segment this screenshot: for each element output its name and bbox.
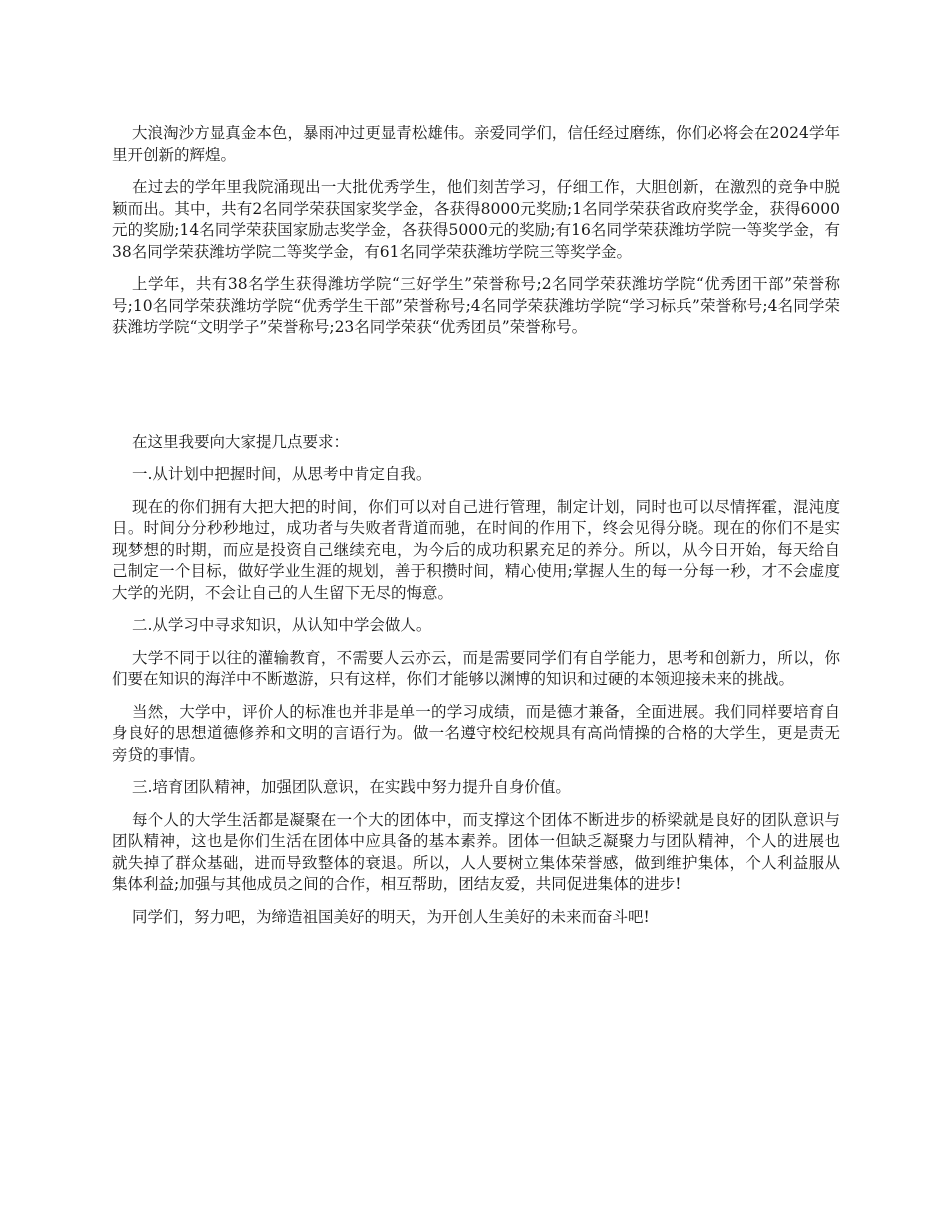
paragraph-self-study: 大学不同于以往的灌输教育，不需要人云亦云，而是需要同学们有自学能力，思考和创新力，所以，你们要在知识的海洋中不断遨游，只有这样，你们才能够以渊博的知识和过硬的本领迎接未来的挑战。 [112,648,840,688]
paragraph-honors: 上学年，共有38名学生获得潍坊学院“三好学生”荣誉称号;2名同学荣获潍坊学院“优秀团干部”荣誉称号;10名同学荣获潍坊学院“优秀学生干部”荣誉称号;4名同学荣获潍坊学院“学习标兵”荣誉称号;4名同学荣获潍坊学院“文明学子”荣誉称号;23名同学荣获“优秀团员”荣誉称号。 [112,275,840,336]
paragraph-closing: 同学们，努力吧，为缔造祖国美好的明天，为开创人生美好的未来而奋斗吧! [132,907,650,926]
heading-point-two: 二.从学习中寻求知识，从认知中学会做人。 [132,616,432,634]
paragraph-requirements-intro: 在这里我要向大家提几点要求： [132,432,350,451]
paragraph-time-management: 现在的你们拥有大把大把的时间，你们可以对自己进行管理，制定计划，同时也可以尽情挥霍，混沌度日。时间分分秒秒地过，成功者与失败者背道而驰，在时间的作用下，终会见得分晓。现在的你们不是实现梦想的时期，而应是投资自己继续充电，为今后的成功积累充足的养分。所以，从今日开始，每天给自己制定一个目标，做好学业生涯的规划，善于积攒时间，精心使用;掌握人生的每一分每一秒，才不会虚度大学的光阴，不会让自己的人生留下无尽的悔意。 [112,497,840,602]
heading-point-one: 一.从计划中把握时间，从思考中肯定自我。 [132,465,432,483]
paragraph-morality: 当然，大学中，评价人的标准也并非是单一的学习成绩，而是德才兼备，全面进展。我们同样要培育自身良好的思想道德修养和文明的言语行为。做一名遵守校纪校规具有高尚情操的合格的大学生，更是责无旁贷的事情。 [112,702,840,764]
section-gap [112,350,840,432]
paragraph-opening: 大浪淘沙方显真金本色，暴雨冲过更显青松雄伟。亲爱同学们，信任经过磨练，你们必将会在2024学年里开创新的辉煌。 [112,124,840,164]
document-page [112,123,840,939]
paragraph-teamwork: 每个人的大学生活都是凝聚在一个大的团体中，而支撑这个团体不断进步的桥梁就是良好的团队意识与团队精神，这也是你们生活在团体中应具备的基本素养。团体一但缺乏凝聚力与团队精神，个人的进展也就失掉了群众基础，进而导致整体的衰退。所以，人人要树立集体荣誉感，做到维护集体，个人利益服从集体利益;加强与其他成员之间的合作，相互帮助，团结友爱，共同促进集体的进步! [112,810,840,893]
paragraph-scholarships: 在过去的学年里我院涌现出一大批优秀学生，他们刻苦学习，仔细工作，大胆创新，在激烈的竞争中脱颖而出。其中，共有2名同学荣获国家奖学金，各获得8000元奖励;1名同学荣获省政府奖学金，获得6000元的奖励;14名同学荣获国家励志奖学金，各获得5000元的奖励;有16名同学荣获潍坊学院一等奖学金，有38名同学荣获潍坊学院二等奖学金，有61名同学荣获潍坊学院三等奖学金。 [112,178,840,261]
heading-point-three: 三.培育团队精神，加强团队意识，在实践中努力提升自身价值。 [132,778,571,796]
